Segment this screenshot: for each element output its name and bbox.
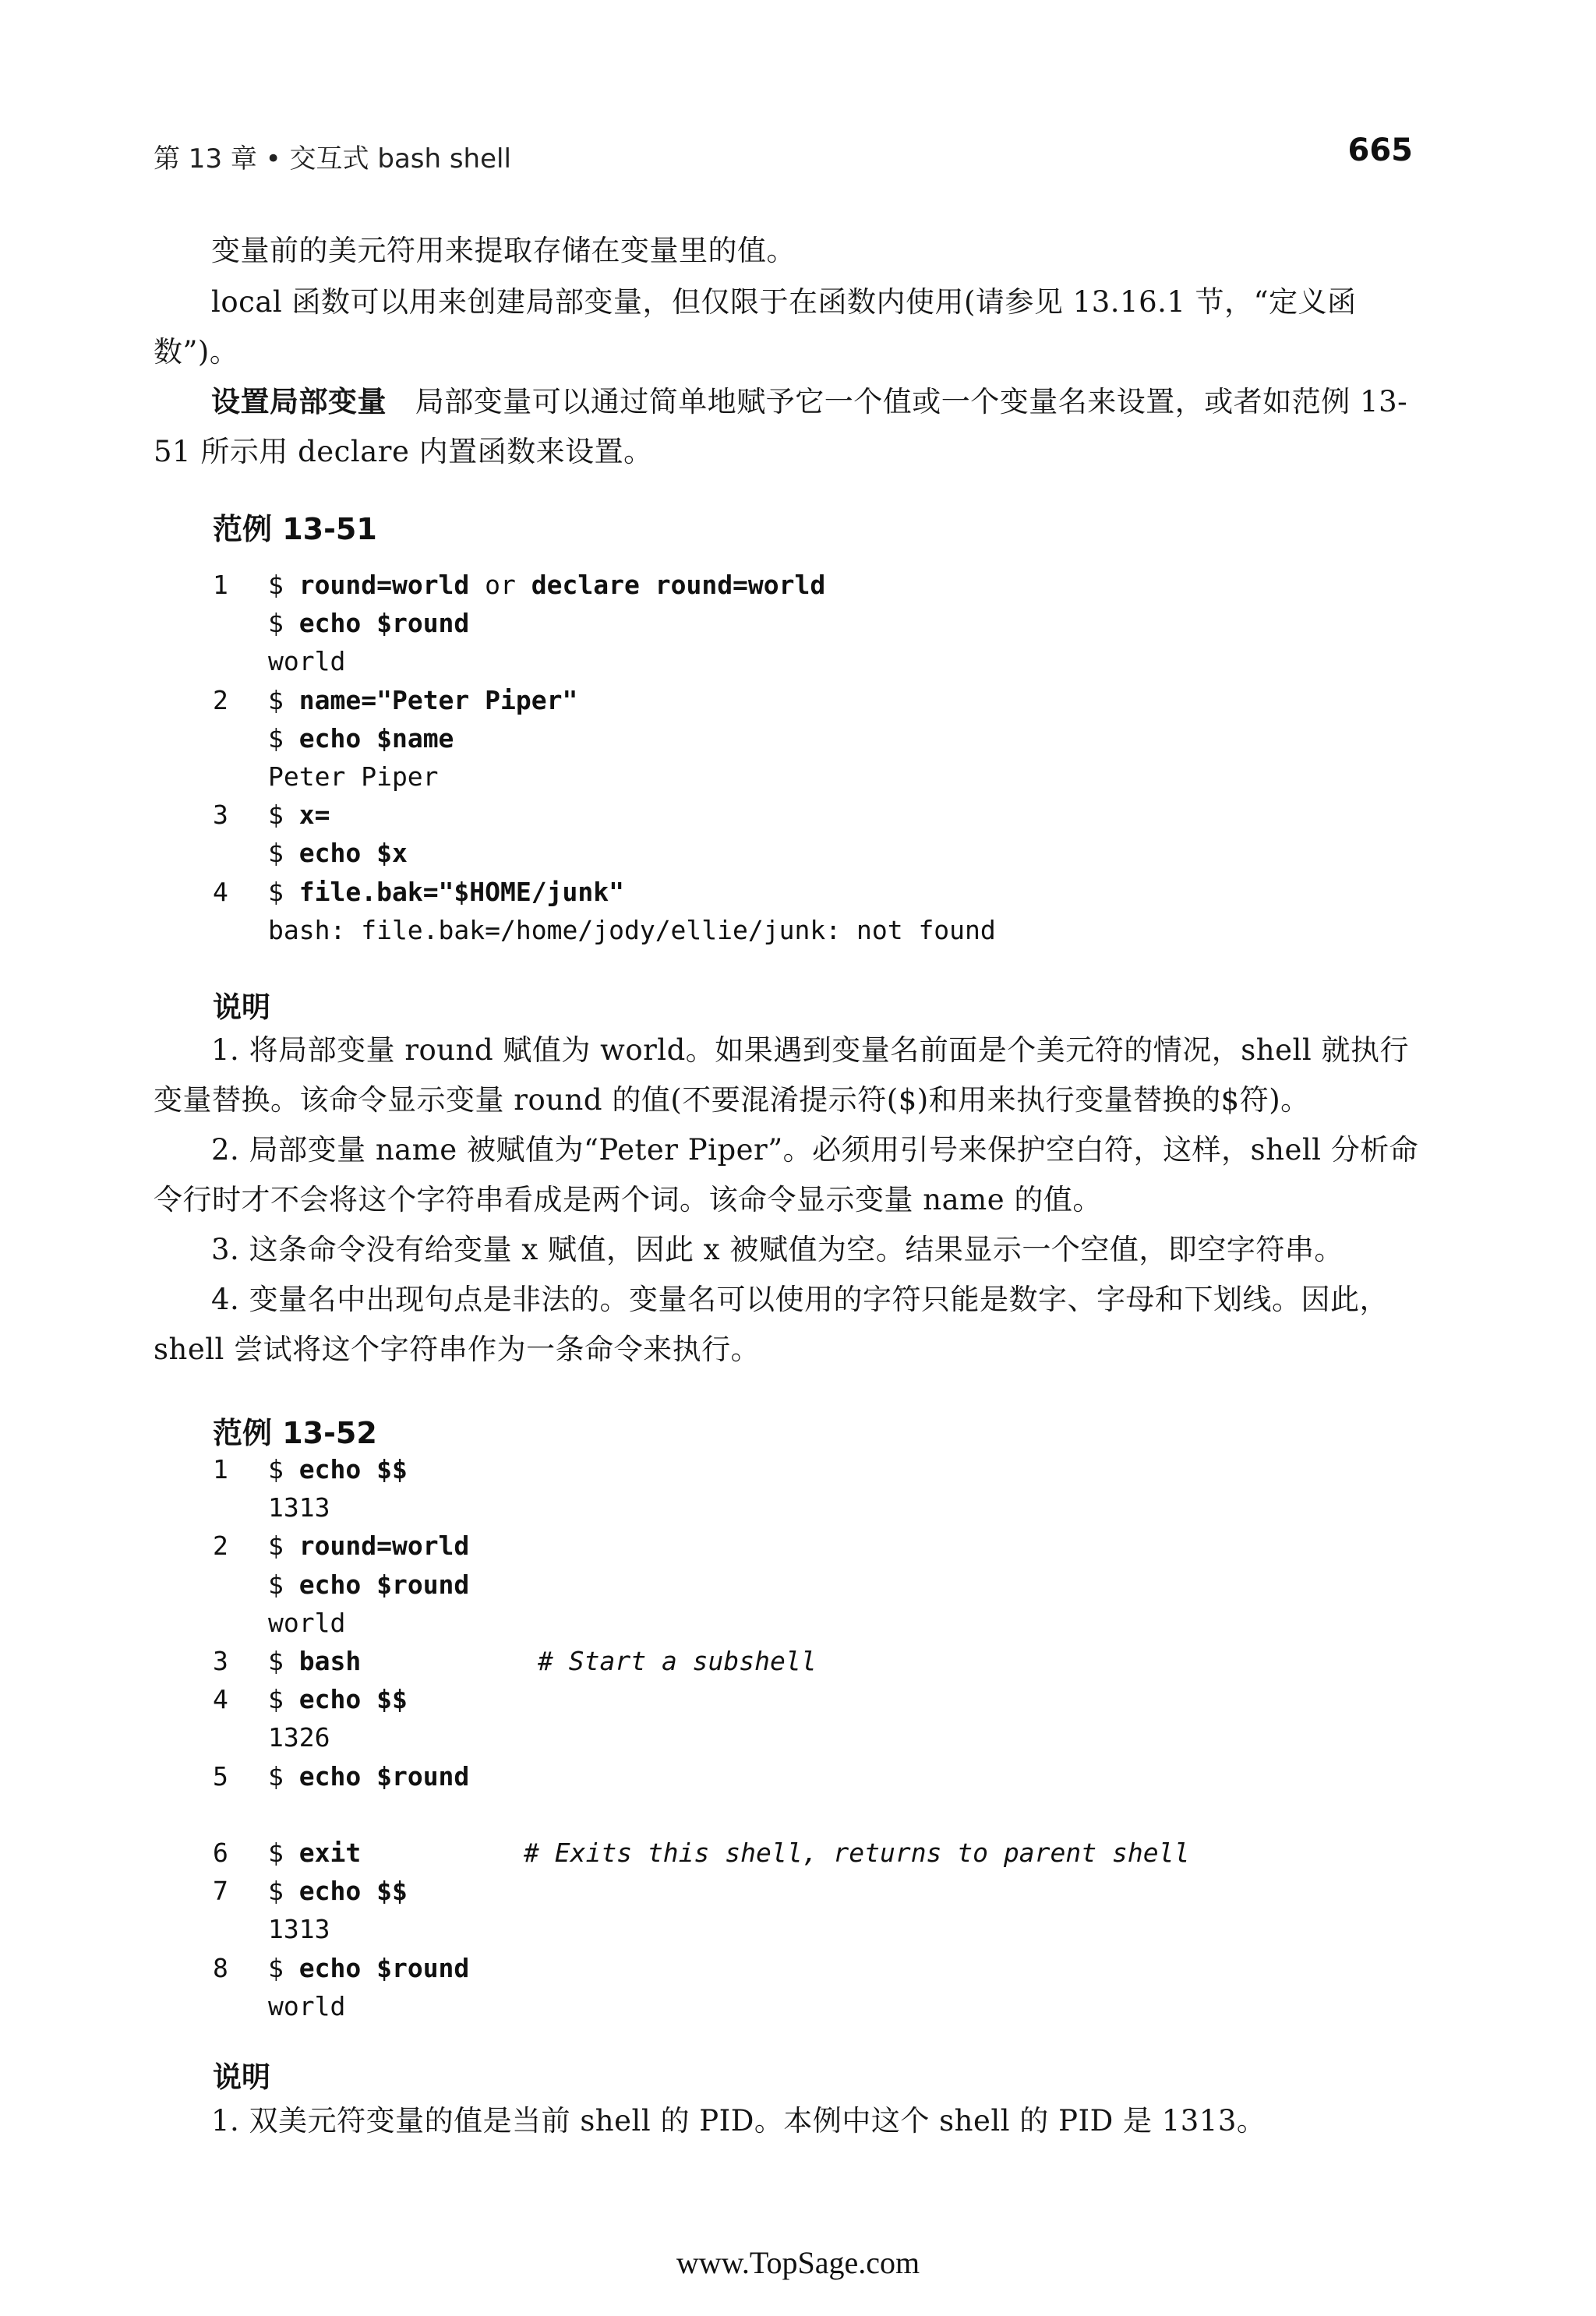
explanation-item-3 (154, 1225, 1424, 1275)
code-text: $ echo $$ (268, 1684, 408, 1715)
code-text: $ x= (268, 800, 330, 831)
code-text: $ bash (268, 1646, 362, 1676)
section-heading: 说明 (213, 990, 270, 1024)
code-line (0, 1873, 1481, 1910)
code-text: $ file.bak="$HOME/junk" (268, 876, 624, 907)
code-line-number: 1 (213, 570, 228, 600)
code-text: $ echo $round (268, 1952, 470, 1983)
code-text: $ echo $round (268, 608, 470, 639)
code-line-number: 3 (213, 800, 228, 831)
intro-paragraph-3-text: 局部变量可以通过简单地赋予它一个值或一个变量名来设置，或者如范例 13-51 所示用 declare 内置函数来设置。 (154, 385, 1408, 468)
code-text: $ echo $round (268, 1569, 470, 1600)
code-text: 1313 (268, 1914, 330, 1945)
code-line (0, 796, 1481, 834)
code-line-number: 3 (213, 1646, 228, 1676)
code-text: world (268, 1607, 346, 1638)
intro-paragraph-1-text: 变量前的美元符用来提取存储在变量里的值。 (211, 234, 796, 267)
example-title: 范例 13-52 (213, 1416, 377, 1450)
intro-paragraph-3 (154, 377, 1424, 477)
code-line (0, 1451, 1481, 1488)
code-line (0, 912, 1481, 949)
code-comment: # Exits this shell, returns to parent shell (524, 1838, 1190, 1868)
code-line (0, 1489, 1481, 1527)
code-line (0, 1527, 1481, 1565)
code-line (0, 1643, 1481, 1680)
code-line (0, 758, 1481, 796)
code-line (0, 1681, 1481, 1718)
code-line (0, 1988, 1481, 2025)
code-text: $ echo $$ (268, 1876, 408, 1907)
code-line (0, 1566, 1481, 1604)
explanation-item-2 (154, 1125, 1424, 1225)
code-line (0, 1719, 1481, 1756)
code-text: bash: file.bak=/home/jody/ellie/junk: not found (268, 914, 996, 945)
code-text: $ echo $round (268, 1760, 470, 1792)
code-line-number: 7 (213, 1876, 228, 1907)
example-title: 范例 13-51 (213, 512, 377, 546)
code-line-number: 6 (213, 1838, 228, 1868)
code-comment: # Start a subshell (538, 1646, 817, 1676)
explanation-item-4 (154, 1275, 1424, 1375)
code-line-number: 4 (213, 876, 228, 907)
section-heading: 说明 (213, 2060, 270, 2094)
code-line-number: 1 (213, 1454, 228, 1485)
code-text: $ echo $x (268, 838, 408, 869)
code-text: $ name="Peter Piper" (268, 684, 578, 715)
code-text: world (268, 1990, 346, 2021)
intro-paragraph-2-text: local 函数可以用来创建局部变量，但仅限于在函数内使用(请参见 13.16.1 节，“定义函数”)。 (154, 285, 1357, 369)
code-line (0, 1950, 1481, 1987)
code-text: $ echo $$ (268, 1454, 408, 1485)
explanation-item-2-text: 2. 局部变量 name 被赋值为“Peter Piper”。必须用引号来保护空白符，这样，shell 分析命令行时才不会将这个字符串看成是两个词。该命令显示变量 name 的值。 (154, 1133, 1419, 1216)
code-text: $ round=world or declare round=world (268, 570, 826, 600)
code-text: world (268, 646, 346, 677)
footer-watermark: www.TopSage.com (676, 2245, 920, 2280)
code-line (0, 835, 1481, 872)
code-text: $ echo $name (268, 722, 454, 754)
code-text: 1313 (268, 1492, 330, 1523)
code-line (0, 643, 1481, 680)
explanation-item-1 (154, 2096, 1424, 2146)
code-line (0, 682, 1481, 719)
code-line (0, 874, 1481, 911)
code-line-number: 4 (213, 1684, 228, 1715)
inline-heading: 设置局部变量 (211, 385, 387, 418)
explanation-item-1 (154, 1026, 1424, 1125)
page-number: 665 (1347, 132, 1413, 168)
code-line (0, 605, 1481, 642)
code-text: $ exit (268, 1838, 362, 1868)
code-line-number: 2 (213, 684, 228, 715)
code-line (0, 720, 1481, 757)
code-line (0, 1834, 1481, 1872)
explanation-item-1-text: 1. 双美元符变量的值是当前 shell 的 PID。本例中这个 shell 的 PID 是 1313。 (211, 2104, 1266, 2138)
code-text: $ round=world (268, 1530, 470, 1562)
code-line-number: 8 (213, 1952, 228, 1983)
code-text: Peter Piper (268, 761, 439, 792)
explanation-item-4-text: 4. 变量名中出现句点是非法的。变量名可以使用的字符只能是数字、字母和下划线。因此，shell 尝试将这个字符串作为一条命令来执行。 (154, 1283, 1389, 1366)
code-text: 1326 (268, 1722, 330, 1753)
intro-paragraph-1 (154, 226, 1424, 276)
code-line-number: 2 (213, 1530, 228, 1562)
code-line (0, 1758, 1481, 1795)
intro-paragraph-2 (154, 277, 1424, 377)
code-line (0, 1911, 1481, 1948)
running-head: 第 13 章 • 交互式 bash shell (154, 143, 511, 175)
code-line-number: 5 (213, 1760, 228, 1792)
code-line (0, 1605, 1481, 1642)
explanation-item-1-text: 1. 将局部变量 round 赋值为 world。如果遇到变量名前面是个美元符的情况，shell 就执行变量替换。该命令显示变量 round 的值(不要混淆提示符($)和用来执行变量替换的$符)。 (154, 1033, 1409, 1117)
code-line (0, 567, 1481, 604)
explanation-item-3-text: 3. 这条命令没有给变量 x 赋值，因此 x 被赋值为空。结果显示一个空值，即空字符串。 (211, 1233, 1344, 1266)
code-line (0, 1796, 1481, 1834)
